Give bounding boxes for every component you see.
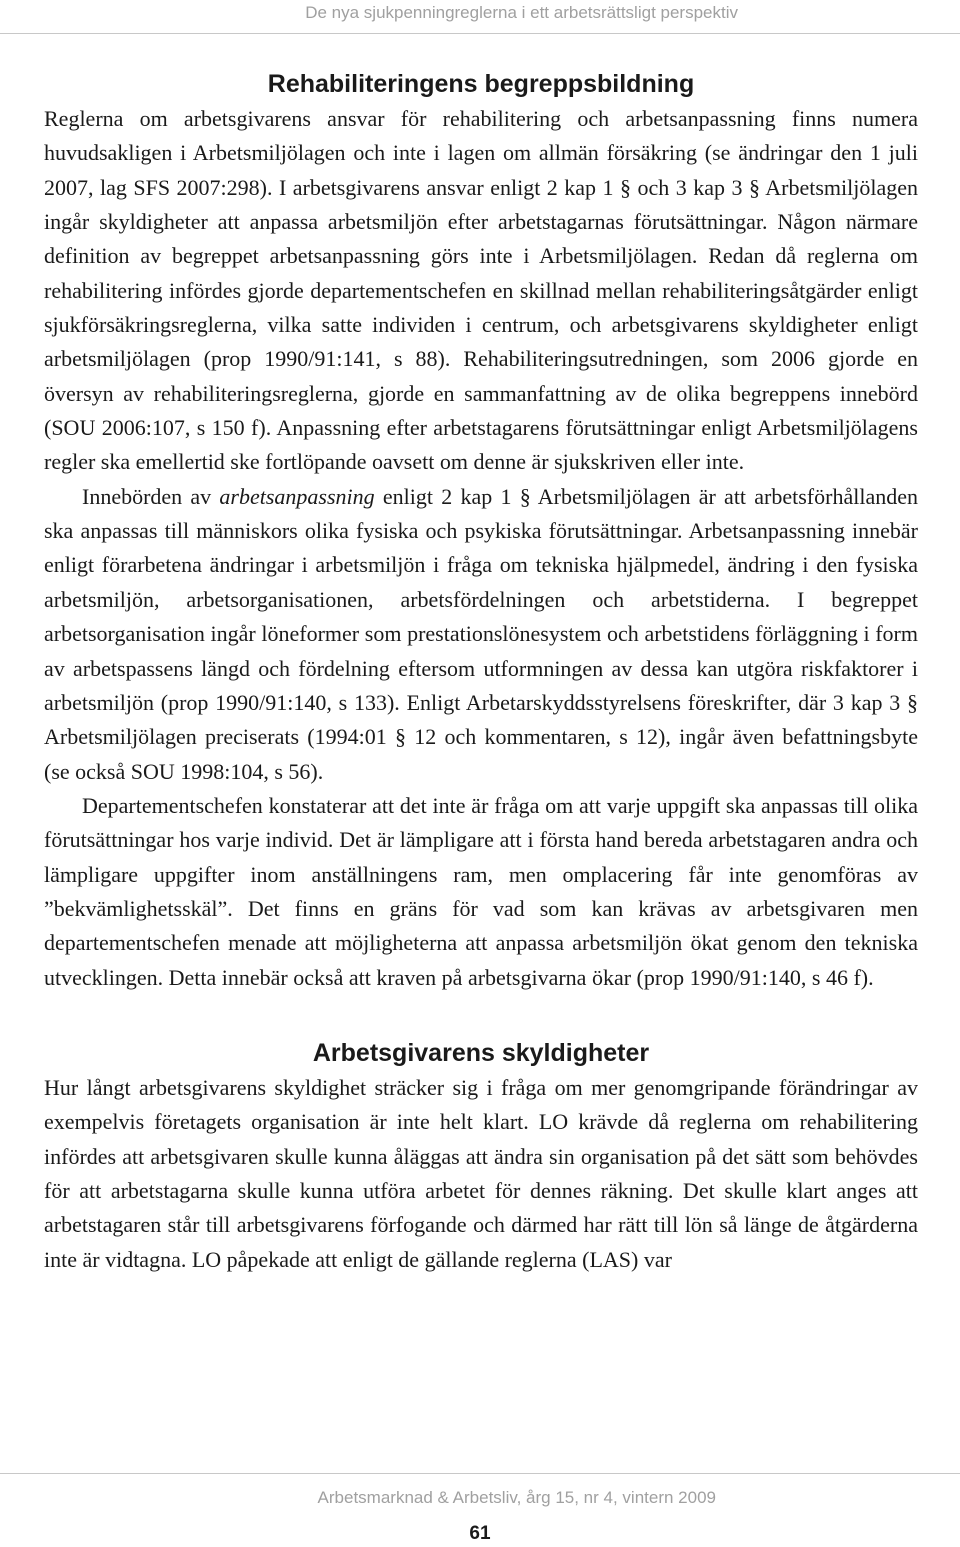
paragraph: Hur långt arbetsgivarens skyldighet sträcker sig i fråga om mer genomgripande förändringar av exempelvis företagets organisation är inte helt klart. LO krävde då reglerna om rehabilitering infördes att arbetsgivaren skulle kunna åläggas att ändra sin organisation på det sätt som behövdes för att arbetstagarna skulle kunna utföra arbetet för dennes räkning. Det skulle klart anges att arbetstagaren står till arbetsgivarens förfogande och därmed har rätt till lön så länge de åtgärderna inte är vidtagna. LO påpekade att enligt de gällande reglerna (LAS) var (44, 1074, 918, 1272)
paragraph: Reglerna om arbetsgivarens ansvar för rehabilitering och arbetsanpassning finns numera huvudsakligen i Arbetsmiljölagen och inte i lagen om allmän försäkring (se ändringar den 1 juli 2007, lag SFS 2007:298). I arbetsgivarens ansvar enligt 2 kap 1 § och 3 kap 3 § Arbetsmiljölagen ingår skyldigheter att anpassa arbetsmiljön efter arbetstagarnas förutsättningar. Någon närmare definition av begreppet arbetsanpassning görs inte i Arbetsmiljölagen. Redan då reglerna om rehabilitering infördes gjorde departementschefen en skillnad mellan rehabiliteringsåtgärder enligt sjukförsäkringsreglerna, vilka satte individen i centrum, och arbetsgivarens skyldigheter enligt arbetsmiljölagen (prop 1990/91:141, s 88). Rehabiliteringsutredningen, som 2006 gjorde en översyn av rehabiliteringsreglerna, gjorde en sammanfattning av de olika begreppens innebörd (SOU 2006:107, s 150 f). Anpassning efter arbetstagarens förutsättningar enligt Arbetsmiljölagens regler ska emellertid ske fortlöpande oavsett om denne är sjukskriven eller inte. (44, 106, 918, 475)
emphasized-term: arbetsanpassning (219, 483, 375, 509)
paragraph: Departementschefen konstaterar att det inte är fråga om att varje uppgift ska anpassas till olika förutsättningar hos varje individ. Det är lämpligare att i första hand bereda arbetstagaren andra och lämpligare uppgifter inom anställningens ram, men omplacering får inte genomföras av ”bekvämlighetsskäl”. Det finns en gräns för vad som kan krävas av arbetsgivaren men departementschefen menade att möjligheterna att anpassa arbetsmiljön ökat genom den tekniska utvecklingen. Detta innebär också att kraven på arbetsgivarna ökar (prop 1990/91:140, s 46 f). (44, 792, 918, 990)
journal-citation: Arbetsmarknad & Arbetsliv, årg 15, nr 4, vintern 2009 (317, 1488, 716, 1507)
article-body (44, 66, 918, 1277)
page-number: 61 (469, 1523, 491, 1544)
section-heading-rehabilitation: Rehabiliteringens begreppsbildning (267, 70, 695, 98)
footer-divider (0, 1473, 960, 1474)
section-heading-employer-obligations: Arbetsgivarens skyldigheter (312, 1038, 650, 1067)
running-head-title: De nya sjukpenningreglerna i ett arbetsrättsligt perspektiv (305, 3, 738, 22)
paragraph-text: enligt 2 kap 1 § Arbetsmiljölagen är att arbetsförhållanden ska anpassas till människors olika fysiska och psykiska förutsättningar. Arbetsanpassning innebär enligt förarbetena ändringar i arbetsmiljön i fråga om tekniska hjälpmedel, ändring i den fysiska arbetsmiljön, arbetsorganisationen, arbetsfördelningen och arbetstiderna. I begreppet arbetsorganisation ingår löneformer som prestationslönesystem och arbetstidens förläggning i form av arbetspassens längd och fördelning eftersom utformningen av dessa kan utgöra riskfaktorer i arbetsmiljön (prop 1990/91:140, s 133). Enligt Arbetarskyddsstyrelsens föreskrifter, där 3 kap 3 § Arbetsmiljölagen preciserats (1994:01 § 12 och kommentaren, s 12), ingår även befattningsbyte (se också SOU 1998:104, s 56). (44, 483, 918, 784)
paragraph-text: Innebörden av (82, 483, 220, 509)
paragraph (44, 480, 918, 789)
header-divider (0, 33, 960, 34)
